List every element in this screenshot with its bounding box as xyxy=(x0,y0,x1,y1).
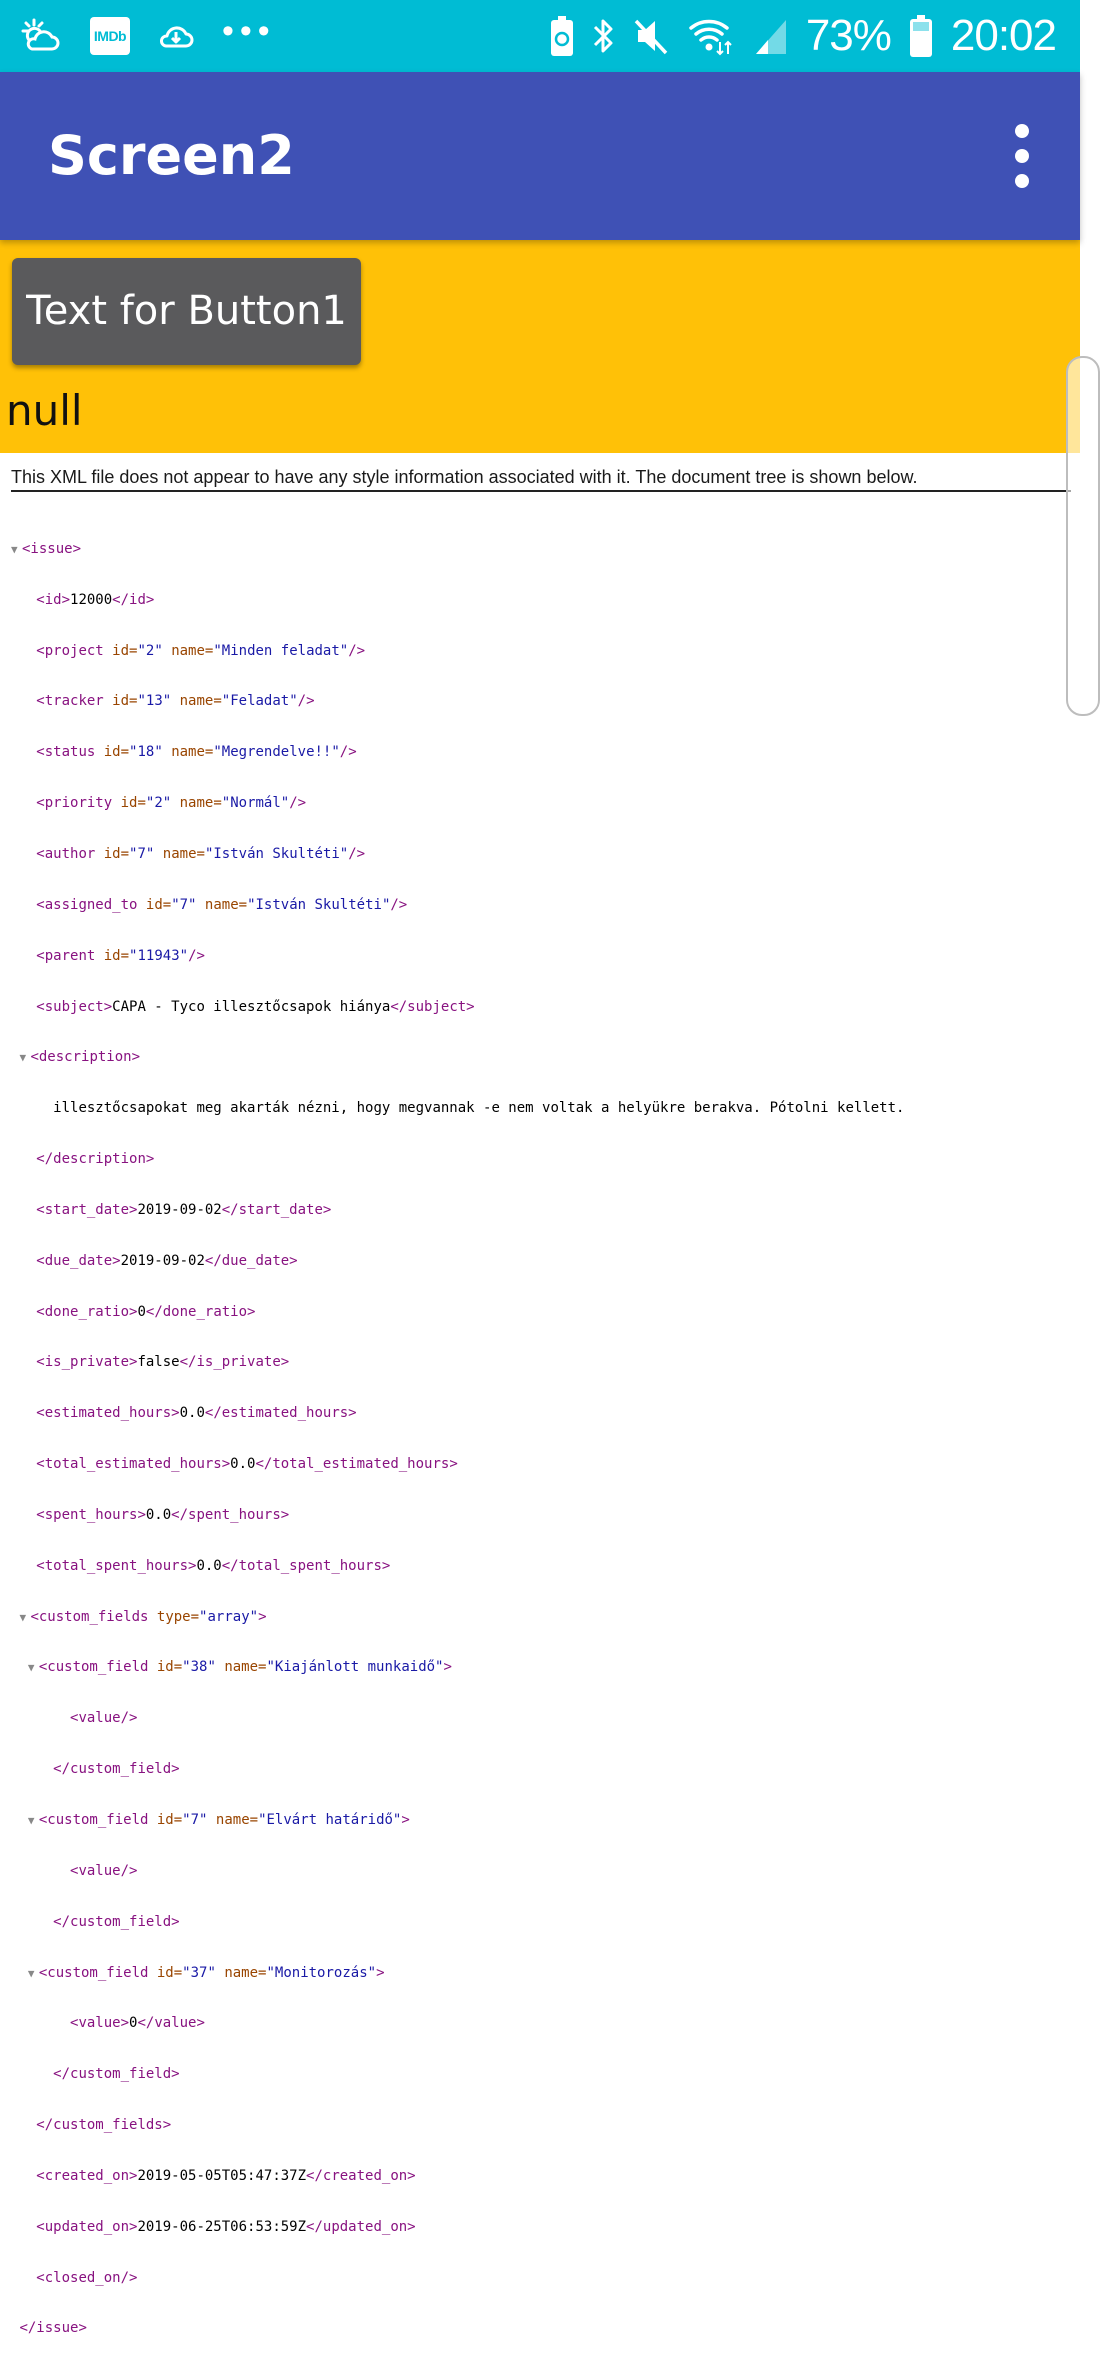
xml-tag: <status xyxy=(36,744,96,761)
battery-saver-icon xyxy=(550,16,574,56)
xml-tag: <estimated_hours> xyxy=(36,1405,180,1422)
collapse-toggle-icon[interactable]: ▼ xyxy=(11,542,18,556)
xml-line xyxy=(11,1863,904,1880)
xml-attr-value: "7" xyxy=(182,1812,208,1828)
divider xyxy=(11,490,1071,492)
button1[interactable]: Text for Button1 xyxy=(12,258,361,365)
xml-line[interactable] xyxy=(11,1049,904,1066)
xml-line[interactable] xyxy=(11,1659,904,1676)
xml-attr-name: id= xyxy=(103,845,130,862)
xml-info-message: This XML file does not appear to have any style information associated with it. The document tree is shown below. xyxy=(11,467,918,487)
xml-attr-value: "2" xyxy=(145,795,172,812)
xml-attr-value: "Monitorozás" xyxy=(266,1964,377,1981)
collapse-toggle-icon[interactable]: ▼ xyxy=(27,1814,35,1827)
xml-text: 2019-05-05T05:47:37Z xyxy=(137,2167,307,2184)
xml-line xyxy=(11,2117,904,2134)
xml-text: 0 xyxy=(137,1303,146,1320)
xml-attr-name: name= xyxy=(215,1812,259,1828)
xml-attr-name: id= xyxy=(145,896,172,913)
xml-line xyxy=(11,2320,904,2337)
xml-line xyxy=(11,2168,904,2185)
more-dots-icon: ••• xyxy=(222,12,276,50)
menu-dot xyxy=(1015,174,1029,188)
xml-attr-name: name= xyxy=(224,1964,267,1981)
xml-tag: /> xyxy=(339,744,357,761)
status-bar xyxy=(0,0,1080,72)
xml-attr-name: id= xyxy=(112,693,138,710)
xml-line xyxy=(11,1710,904,1727)
xml-attr-name: id= xyxy=(156,1812,183,1828)
xml-attr-value: "Minden feladat" xyxy=(213,642,349,659)
xml-tag: </total_estimated_hours> xyxy=(255,1456,458,1473)
xml-line[interactable] xyxy=(11,1965,904,1982)
xml-tag: <value/> xyxy=(70,1710,138,1727)
xml-attr-value: "array" xyxy=(199,1608,259,1625)
xml-line xyxy=(11,1405,904,1422)
xml-attr-value: "István Skultéti" xyxy=(247,896,391,913)
xml-attr-name: name= xyxy=(204,896,248,913)
xml-attr-name: name= xyxy=(179,693,222,710)
menu-dot xyxy=(1015,124,1029,138)
xml-line xyxy=(11,744,904,761)
xml-tag: </issue> xyxy=(19,2320,87,2337)
xml-attr-name: name= xyxy=(224,1659,267,1676)
xml-tag: <value/> xyxy=(70,1862,138,1879)
xml-tag: <issue> xyxy=(22,540,82,557)
xml-text: 0.0 xyxy=(179,1405,205,1422)
xml-line xyxy=(11,693,904,710)
xml-attr-value: "Elvárt határidő" xyxy=(258,1812,402,1828)
xml-tag: </total_spent_hours> xyxy=(221,1557,391,1574)
xml-attr-value: "2" xyxy=(137,642,163,659)
xml-text: illesztőcsapokat meg akarták nézni, hogy megvannak -e nem voltak a helyükre berakva. Pótolni kellett. xyxy=(53,1100,905,1117)
xml-tag: </start_date> xyxy=(221,1201,332,1218)
xml-attr-name: id= xyxy=(103,947,130,964)
edge-panel-handle[interactable] xyxy=(1066,356,1100,716)
xml-tag: <closed_on/> xyxy=(36,2269,138,2286)
xml-text: 12000 xyxy=(70,591,113,608)
xml-attr-value: "37" xyxy=(182,1964,216,1981)
xml-tag: </due_date> xyxy=(204,1252,298,1269)
xml-attr-name: id= xyxy=(112,642,138,659)
xml-tag: </done_ratio> xyxy=(145,1303,256,1320)
xml-text: 2019-09-02 xyxy=(137,1201,222,1218)
xml-tag: /> xyxy=(297,693,315,710)
xml-tag: <is_private> xyxy=(36,1354,138,1371)
xml-attr-name: name= xyxy=(171,744,214,761)
xml-text: 0.0 xyxy=(145,1506,172,1523)
xml-attr-name: type= xyxy=(156,1608,200,1625)
xml-tag: <spent_hours> xyxy=(36,1506,146,1523)
app-bar-title: Screen2 xyxy=(48,124,295,187)
menu-dot xyxy=(1015,149,1029,163)
xml-line xyxy=(11,1558,904,1575)
xml-tag: > xyxy=(443,1659,452,1676)
xml-line xyxy=(11,1253,904,1270)
mute-icon xyxy=(634,17,670,55)
xml-attr-value: "Normál" xyxy=(221,795,290,812)
xml-line xyxy=(11,948,904,965)
xml-text: false xyxy=(137,1354,180,1371)
xml-tag: <author xyxy=(36,845,96,862)
xml-tag: </custom_field> xyxy=(53,1761,180,1778)
xml-line xyxy=(11,1354,904,1371)
app-bar xyxy=(0,72,1080,240)
xml-attr-value: "Kiajánlott munkaidő" xyxy=(266,1659,444,1676)
collapse-toggle-icon[interactable]: ▼ xyxy=(27,1966,35,1980)
xml-line xyxy=(11,795,904,812)
battery-percent: 73% xyxy=(805,11,891,60)
xml-tag: <subject> xyxy=(36,998,113,1015)
xml-tag: </is_private> xyxy=(179,1354,290,1371)
wifi-icon xyxy=(688,16,734,56)
xml-tag: /> xyxy=(348,845,366,862)
xml-tag: </updated_on> xyxy=(306,2218,416,2235)
xml-line xyxy=(11,1304,904,1321)
xml-tag: /> xyxy=(289,795,307,812)
collapse-toggle-icon[interactable]: ▼ xyxy=(19,1051,27,1065)
xml-tag: </subject> xyxy=(390,998,475,1015)
xml-attr-value: "Megrendelve!!" xyxy=(213,744,340,761)
xml-tag: </value> xyxy=(137,2015,205,2032)
xml-text: 0.0 xyxy=(196,1557,222,1574)
xml-tag: > xyxy=(258,1608,267,1625)
xml-line xyxy=(11,1761,904,1778)
xml-tag: </spent_hours> xyxy=(171,1506,290,1523)
xml-line xyxy=(11,2219,904,2236)
xml-attr-value: "István Skultéti" xyxy=(204,845,349,862)
xml-text: CAPA - Tyco illesztőcsapok hiánya xyxy=(112,998,391,1015)
status-bar-left xyxy=(20,0,276,72)
xml-tag: /> xyxy=(390,896,408,913)
xml-tag: </custom_field> xyxy=(53,2066,180,2083)
weather-cloud-sun-icon xyxy=(20,18,62,54)
xml-line xyxy=(11,1202,904,1219)
xml-line[interactable] xyxy=(11,1609,904,1626)
xml-tag: <total_estimated_hours> xyxy=(36,1456,231,1473)
xml-line xyxy=(11,643,904,660)
xml-attr-name: id= xyxy=(103,744,130,761)
xml-tag: /> xyxy=(348,642,366,659)
xml-tag: </custom_field> xyxy=(53,1913,180,1930)
bluetooth-icon xyxy=(592,16,616,56)
xml-attr-name: name= xyxy=(162,845,205,862)
xml-attr-name: id= xyxy=(156,1659,183,1676)
null-label: null xyxy=(6,386,83,435)
xml-tag: <assigned_to xyxy=(36,896,138,913)
xml-tag: <project xyxy=(36,642,104,659)
xml-tag: <start_date> xyxy=(36,1201,138,1218)
xml-tag: > xyxy=(401,1812,410,1828)
status-clock: 20:02 xyxy=(950,11,1056,60)
xml-attr-name: name= xyxy=(179,795,222,812)
xml-attr-value: "13" xyxy=(137,693,172,710)
signal-icon xyxy=(752,16,788,56)
xml-tag: > xyxy=(376,1964,385,1981)
xml-tag: <done_ratio> xyxy=(36,1303,138,1320)
xml-line xyxy=(11,2015,904,2032)
xml-tag: </id> xyxy=(112,591,155,608)
xml-line xyxy=(11,2270,904,2287)
xml-line xyxy=(11,1100,904,1117)
xml-text: 0 xyxy=(129,2015,138,2032)
xml-tag: <due_date> xyxy=(36,1252,121,1269)
xml-attr-value: "7" xyxy=(129,845,155,862)
xml-line xyxy=(11,1507,904,1524)
xml-tag: /> xyxy=(188,947,205,964)
xml-line xyxy=(11,846,904,863)
more-vert-icon[interactable] xyxy=(994,124,1050,188)
xml-webview[interactable] xyxy=(0,453,1080,2337)
xml-line[interactable] xyxy=(11,541,904,558)
xml-line xyxy=(11,1914,904,1931)
xml-tag: </custom_fields> xyxy=(36,2117,172,2134)
xml-tag: <created_on> xyxy=(36,2167,138,2184)
xml-attr-value: "Feladat" xyxy=(221,693,298,710)
xml-tag: <description> xyxy=(30,1049,141,1066)
xml-text: 2019-06-25T06:53:59Z xyxy=(137,2218,307,2235)
xml-tag: <custom_field xyxy=(38,1964,149,1981)
xml-tag: <value> xyxy=(70,2015,130,2032)
xml-tag: <updated_on> xyxy=(36,2218,138,2235)
xml-tag: <total_spent_hours> xyxy=(36,1557,197,1574)
xml-line[interactable] xyxy=(11,1812,904,1829)
status-bar-right xyxy=(550,0,1056,72)
xml-attr-name: id= xyxy=(156,1964,183,1981)
xml-line xyxy=(11,1456,904,1473)
xml-line xyxy=(11,999,904,1016)
content-area xyxy=(0,240,1080,453)
xml-tree xyxy=(11,507,904,2371)
xml-attr-name: name= xyxy=(171,642,214,659)
xml-tag: </estimated_hours> xyxy=(204,1405,357,1422)
xml-tag: <custom_field xyxy=(38,1659,149,1676)
xml-attr-name: id= xyxy=(120,795,146,812)
xml-attr-value: "7" xyxy=(171,896,197,913)
xml-tag: <custom_fields xyxy=(30,1608,149,1625)
xml-attr-value: "11943" xyxy=(129,947,189,964)
xml-line xyxy=(11,1151,904,1168)
xml-text: 0.0 xyxy=(230,1456,256,1473)
xml-tag: <parent xyxy=(36,947,96,964)
xml-line xyxy=(11,897,904,914)
imdb-icon: IMDb xyxy=(90,17,130,55)
battery-icon xyxy=(909,15,933,57)
cloud-sync-icon xyxy=(158,20,194,52)
xml-attr-value: "38" xyxy=(182,1659,216,1676)
xml-attr-value: "18" xyxy=(129,744,163,761)
xml-tag: <id> xyxy=(36,591,71,608)
xml-tag: <custom_field xyxy=(38,1812,149,1828)
xml-line xyxy=(11,2066,904,2083)
xml-line xyxy=(11,592,904,609)
xml-tag: <priority xyxy=(36,795,113,812)
collapse-toggle-icon[interactable]: ▼ xyxy=(27,1661,35,1675)
xml-tag: </created_on> xyxy=(306,2167,416,2184)
xml-text: 2019-09-02 xyxy=(120,1252,205,1269)
collapse-toggle-icon[interactable]: ▼ xyxy=(19,1610,27,1624)
xml-tag: <tracker xyxy=(36,693,104,710)
xml-tag: </description> xyxy=(36,1151,155,1168)
